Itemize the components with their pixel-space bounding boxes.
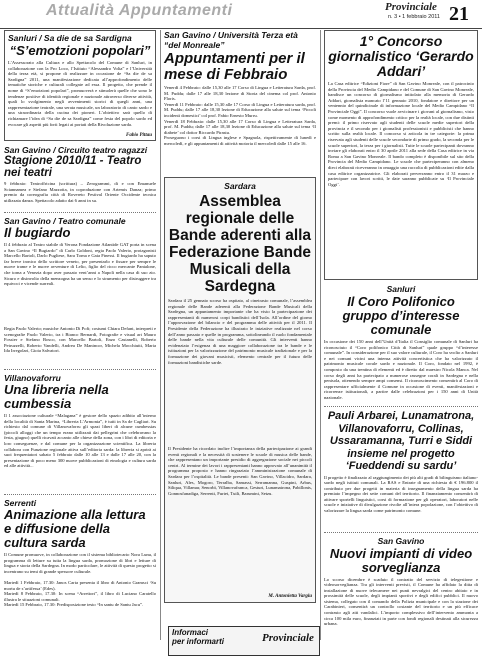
article-kicker: Villanovaforru bbox=[4, 373, 61, 383]
article-headline: “S’emotzioni popolari” bbox=[9, 43, 151, 58]
section-title: Attualità Appuntamenti bbox=[46, 2, 233, 19]
article-kicker: Sanluri bbox=[386, 284, 416, 294]
divider bbox=[4, 212, 156, 213]
column-left bbox=[4, 30, 156, 630]
divider bbox=[324, 532, 478, 533]
article-signature: M. Antonietta Vargiu bbox=[268, 594, 312, 599]
article-kicker: Sanluri / Sa die de sa Sardigna bbox=[8, 33, 132, 43]
article-body: Venerdì 4 Febbraio: dalle 15,30 alle 17 Corso di Lingua e Letteratura Sarda, prof. M. Puddu; dalle 17 alle 18,30 lezione di Storia del cinema col prof. Antonio Floris. Venerdì 11 Febbraio: dalle 15,30 alle 17 Corso di Lingua e Letteratura sarda, prof. M. Puddu; dalle 17 alle 18,30 lezione di Educazione alla salute sul tema ‘Piccoli incidenti domestici’ col prof. Fabio Ernesto Murru. Venerdì 18 Febbraio: dalle 15,30 alle 17 Corso di Lingua e Letteratura Sarda, prof. M. Puddu; dalle 17 alle 18,30 lezione di Educazione alla salute sul tema ‘Il diabete’ col dottor Riccardo Pirastu. Proseguono i corsi di Lingua inglese e Spagnola, rispettivamente di lunedì e mercoledì, e gli appuntamenti di attività motoria il mercoledì dalle 15 alle 16. bbox=[164, 85, 316, 146]
article-headline: Assemblea regionale delle Bande aderenti alla Federazione Bande Musicali della Sardegna bbox=[168, 193, 312, 295]
divider bbox=[324, 406, 478, 407]
article-headline: Pauli Arbarei, Lunamatrona, Villanovaforru, Collinas, Ussaramanna, Turri e Siddi insieme nel progetto ‘Fueddendi su sardu’ bbox=[327, 410, 475, 472]
article-body: L’Assessorato alla Cultura e allo Spettacolo del Comune di Sanluri, in collaborazione con la Pro Loco, l’Istituto “Alessandro Volta” e l’Università della terza età, si propone di realizzare in occasione de “Sa die de sa Sardigna” 2011, una manifestazione dedicata all’approfondimento delle tematiche storiche e culturali collegate ad essa. Il progetto, che prende il nome di “S’emotzioni popolari”, promuoverà e stimolerà quelle che sono le tendenze positive di identità regionale e nazionale attraverso diverse attività, quali lo svolgimento negli avvenimenti storici di quegli anni, una rappresentazione teatrale, una serata musicale, un laboratorio di canto sardo e una straordinaria della cucina dei pioneri. L’obiettivo sarà quello di richiamare l’idea di “Sa die de sa Sardigna” come festa del popolo sardo ed evocare gli aspetti più forti legati ai portati della Rivoluzione sarda. bbox=[8, 60, 152, 127]
article-body: Sardara il 25 gennaio scorso ha ospitato, al cinetrasto comunale, l’assemblea regionale delle Bande aderenti alla Federazione Bande Musicali della Sardegna, un appuntamento importante che ha visto la partecipazione dei rappresentanti di numerosi corpi bandistici dell’Isola. All’ordine del giorno l’approvazione del bilancio e del programma delle attività per il 2011. Il Presidente della Federazione ha illustrato le iniziative realizzate nel corso dell’anno passato e quelle in programma, sottolineando il ruolo fondamentale delle bande nella vita culturale delle comunità. Gli interventi hanno evidenziato l’esigenza di una maggiore collaborazione tra le bande e le istituzioni per la valorizzazione del patrimonio musicale tradizionale e per la formazione dei giovani musicisti, elemento centrale per il futuro delle formazioni bandistiche sarde. bbox=[168, 298, 312, 365]
article-kicker: San Gavino / Circuito teatro ragazzi bbox=[4, 145, 148, 155]
article-box bbox=[4, 30, 156, 141]
article-box bbox=[164, 177, 316, 603]
article-headline: 1° Concorso giornalistico ‘Gerardo Addari’ bbox=[328, 33, 474, 79]
article-body: Il Presidente ha ricordato inoltre l’importanza della partecipazione ai grandi eventi regionali e la necessità di sostenere le scuole di musica delle bande, che rappresentano un importante presidio di aggregazione sociale nei piccoli centri. Al termine dei lavori i rappresentanti hanno approvato all’unanimità il programma proposto e hanno ringraziato l’amministrazione comunale di Sardara per l’ospitalità. Le bande presenti: San Gavino, Villacidro, Sardara, Sanluri, Ales, Mogoro, Terralba, Samassi, Serramanna, Guspini, Arbus, Siliqua, Villamar, Senorbì, Villanovafranca, Gesturi, Lunamatrona, Pabillonis, Gonnosfanadiga, Serrenti, Furtei, Tuili, Barumini, Setzu. bbox=[168, 446, 312, 496]
article-headline: Stagione 2010/11 - Teatro nei teatri bbox=[4, 155, 142, 179]
article-headline: Nuovi impianti di video sorveglianza bbox=[329, 545, 473, 575]
article-kicker: Serrenti bbox=[4, 498, 37, 508]
article-box bbox=[324, 30, 478, 280]
article-body: Il Comune promuove, in collaborazione con il sistema bibliotecario Nora Lunu, il programma di letture su tutta la lingua sarda, promozione di libri e letture di lingua e storia della Sardegna. In modo particolare, le attività di questo progetto si incentrano su temi di grande spessore culturale. bbox=[4, 552, 156, 574]
article-headline: Una libreria nella cumbessia bbox=[4, 382, 109, 411]
article-kicker: Sardara bbox=[224, 181, 256, 191]
article-kicker: San Gavino bbox=[377, 535, 425, 546]
article-headline: Appuntamenti per il mese di Febbraio bbox=[164, 50, 305, 83]
article-signature: Fabio Pittau bbox=[126, 133, 152, 138]
ad-line-2: per informarti bbox=[172, 637, 225, 646]
article-headline: Il Coro Polifonico gruppo d’interesse comunale bbox=[342, 294, 460, 337]
article-kicker: San Gavino / Università Terza età “del Monreale” bbox=[164, 30, 298, 50]
divider bbox=[4, 494, 156, 495]
article-body: Il progetto è finalizzato al raggiungimento dei più alti gradi di bilinguismo italiano-sardo negli istituti comunali. La RAS e Entrate di una richiesta di € 196.800 il contributo per due progetti in materia di insegnamento della lingua sarda ha premiato l’impegno dei sette comuni del territorio. Il finanziamento consentirà di attivare sportelli linguistici, corsi di formazione per gli operatori, laboratori nelle scuole e iniziative di divulgazione rivolte all’intera popolazione, con l’obiettivo di valorizzare la lingua sarda come patrimonio comune. bbox=[324, 474, 478, 514]
column-right bbox=[324, 30, 478, 641]
article-kicker: San Gavino / Teatro comunale bbox=[4, 216, 126, 226]
page-number: 21 bbox=[449, 3, 469, 25]
article-body: Regia Paolo Valerio; musiche Antonio Di Pofi; costumi Chiara Defant, interpreti e scenografie Paolo Valerio, tra i Bianco Bernardi, Fotografie e visual art Mauro Fossier e Stefano Bosco, con Marcello Bartoli, Enzo Castanelli, Roberto Petruzzelli, Roberto Vandelli, Andrea De Manincor, Michela Mocchiutti, Maria Ida Irregolari, Gioia Salvatori. bbox=[4, 326, 156, 354]
article-body: In occasione dei 150 anni dell’Unità d’Italia il Consiglio comunale di Sanluri ha riconosciuto il “Coro polifonico Città di Sanluri” quale gruppo “d’interesse comunale”. In considerazione per il suo valore culturale, il Coro ha svolto a Sanluri e nei comuni vicini una intensa attività concertistica che ha valorizzato il patrimonio musicale corale sardo e nazionale. Il Coro, fondato nel 1992, è composto da una trentina di elementi ed è diretto dal maestro Nicola Manca. Nel corso degli anni ha partecipato a numerose rassegne corali in Sardegna e nella penisola, ottenendo sempre ampi consensi. Il riconoscimento consentirà al Coro di rappresentare ufficialmente il Comune in occasione di eventi, manifestazioni e ricorrenze istituzionali, a partire dalle celebrazioni per i 150 anni di Unità nazionale. bbox=[324, 339, 478, 400]
divider bbox=[4, 369, 156, 370]
column-divider bbox=[320, 30, 321, 640]
article-events: Martedì 1 Febbraio, 17.30: Janos Carta presenta il libro di Antonio Gramsci ‘Su mortu de s’artifessa’ (Edes). Martedì 8 Febbraio, 17.30: In scena “Arrettori”, il libro di Luciano Caratello illustra le situazioni comunali. Martedì 15 Febbraio, 17.30: Predisposizione testo “In santu de Santu Jacu”. bbox=[4, 580, 156, 608]
article-body: Il 4 febbraio al Teatro stabile di Verona Fondazione Atlantide GAT porta in scena a San Gavino “Il Bugiardo” di Carlo Goldoni, regia Paolo Valerio, protagonisti Marcello Bartoli, Darlo Pugliese, Sara Torna e Gaia Finessi. Il bugiardo ha saputo far breve ironico dello scrittore veneto, per presentarlo e fissare per sempre le nuove trame e le nuove avventure di Lelio, figlio del ricco mercante Pantalone, che torna a Venezia dopo aver passato vent’anni a Napoli nella casa di suo zio. Sicuro e disinvolto della menzogna ha un senso e lo strumento per distruggere tra equivoci e vicende surreali. bbox=[4, 242, 156, 287]
article-headline: Animazione alla lettura e diffusione della cultura sarda bbox=[4, 507, 146, 550]
article-body: Lo scorso dicembre è scaduto il contratto del servizio di telegestione e videosorveglianza. Tra gli interventi previsti, il Comune ha affidato la ditta di installazione di nuove telecamere nei punti nevralgici del centro abitato e in prossimità delle scuole, degli impianti sportivi e degli edifici pubblici. Il nuovo sistema, collegato con il comando della Polizia municipale e con la stazione dei Carabinieri, consentirà un controllo costante del territorio e un più efficace contrasto agli atti vandalici. L’importo complessivo dell’intervento ammonta a circa 100 mila euro, finanziati in parte con fondi regionali destinati alla sicurezza urbana. bbox=[324, 576, 478, 627]
brand-logo: Provinciale bbox=[385, 1, 437, 13]
article-headline: Il bugiardo bbox=[4, 225, 71, 240]
ad-line-1: Informaci bbox=[172, 628, 209, 637]
article-body: La Casa editrice “Edizioni Fiore” di San Gavino Monreale, con il patrocinio della Provincia del Medio Campidano e del Comune di San Gavino Monreale, bandisce un concorso di giornalismo intitolato alla memoria di Gerardo Addari, giornalista mancato l’11 gennaio 2010, fondatore e direttore per un ventennio del quindicinale di informazione locale del Medio Campidano “Il Provinciale Oggi”. Il concorso vuole avvicinare i giovani al giornalismo, visto come momento di approfondimento critico per la realtà locale, con due distinti premi: il primo riservato agli studenti delle scuole medie superiori della provincia e il secondo per i giornalisti professionisti e pubblicisti che hanno scritto sulla realtà locale. Il concorso si articola in tre categorie: la prima riservata agli studenti delle scuole secondarie di primo grado, la seconda per le scuole superiori, la terza per i giornalisti. Tutte le scuole partecipanti dovranno inviare gli elaborati entro il 30 aprile 2011 alla sede della Casa editrice in via Roma a San Gavino Monreale. Il bando completo è disponibile sul sito della Provincia del Medio Campidano. Le scuole che parteciperanno con almeno dieci elaborati riceveranno in omaggio una raccolta di pubblicazioni edite dalla casa editrice organizzatrice. Gli elaborati perverranno entro il 31 marzo e partecipare con lavori scritti, le date saranno pubblicate su ‘Il Provinciale Oggi’. bbox=[328, 81, 474, 187]
article-body: Il 1 associazione culturale “Malagana” è gestore dello spazio adibito all’interno della località di Santa Marina, “Libreria L’Armonia”, è tutti in Sa de Cagliari. Su richiesto dal comune di Villanovaforru gli spazi liberi di alcune cumbessias (piccoli alloggi che un tempo erano utilizzati dai pellegrini che celebravano la festa, giugno) quelli ricavati accanto alle chiese della zona, con i libri di editoria e loro conseguenze, e dal comune per la organizzazione scientifica. La libreria collabora con Funzione regionale attiva sull’editoria sarda: la libreria si aprirà ai suoi frequentatori sabato 5 febbraio dalle 10 alle 13 e dalle 17 alle 20, con la presentazione di poco meno 300 nuove pubblicazioni di etnologia e cultura sarda ed alle attività... bbox=[4, 413, 156, 469]
ad-banner-logo: Provinciale bbox=[262, 632, 314, 644]
issue-line: n. 3 • 1 febbraio 2011 bbox=[388, 14, 440, 20]
column-divider bbox=[160, 30, 161, 640]
column-middle bbox=[164, 30, 316, 603]
ad-banner-text bbox=[172, 628, 224, 646]
article-body: 9 febbraio: Teatroffricina (scrittura) – Zerogrammi, di e con Emanuele Sciannamea e Stefano Mazzotta, in coproduzione con Artemis Danza; primo premio da coreografia città di Rovereto Festival Oriente Occidente tecnica utilizzata danza. Spettacolo adatto dai 6 anni in su. bbox=[4, 181, 156, 203]
